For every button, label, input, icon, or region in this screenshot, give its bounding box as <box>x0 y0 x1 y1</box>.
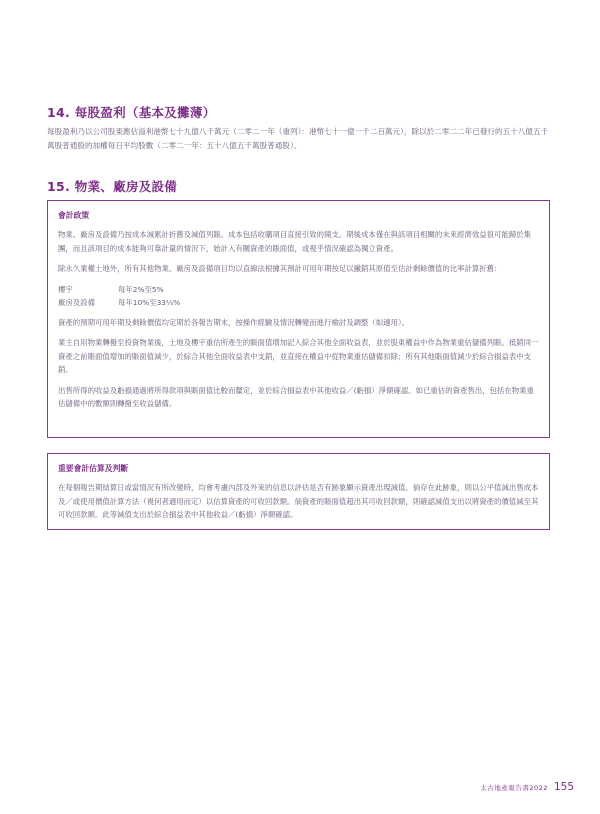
policy-paragraph-3: 資產的預期可用年期及剩餘價值均定期於各報告期末，按操作經驗及情況轉變而進行檢討及調整（如適用）。 <box>58 317 410 327</box>
accounting-policy-box <box>47 200 550 438</box>
policy-paragraph-2: 除永久業權土地外，所有其他物業、廠房及設備項目均以直線法根據其預計可用年期按足以撇銷其原值至估計剩餘價值的比率計算折舊： <box>58 264 502 273</box>
section-14-text: 每股盈利乃以公司股東應佔溢利港幣七十九億八千萬元（二零二一年（重列）：港幣七十一億一千二百萬元），除以於二零二二年已發行的五十八億五千萬股普通股的加權每日平均股數（二零二一年：五十八億五千萬股普通股）。 <box>47 127 549 150</box>
critical-estimates-box <box>47 453 550 530</box>
critical-estimates-title: 重要會計估算及判斷 <box>58 464 129 473</box>
rate-label: 樓宇 <box>58 284 73 294</box>
rate-row <box>58 283 539 296</box>
rate-value: 每年2%至5% <box>118 284 164 294</box>
rate-value: 每年10%至33⅓% <box>118 297 181 307</box>
estimates-paragraph: 在每個報告期結算日或當情況有所改變時，均會考慮內部及外來的信息以評估是否有跡象顯示資產出現減值。倘存在此跡象，則以公平值減出售成本及／或使用價值計算方法（視何者適用而定）以估算資產的可收回款額。倘資產的賬面值超出其可收回款額，則確認減值支出以將資產的價值減至其可收回款額。此等減值支出於綜合損益表中其他收益／(虧損）淨額確認。 <box>58 483 539 519</box>
section-14-heading: 14. 每股盈利（基本及攤薄） <box>47 105 216 120</box>
page-footer <box>480 781 574 793</box>
policy-paragraph-1: 物業、廠房及設備乃按成本減累計折舊及減值列賬。成本包括收購項目直接引致的開支。期後成本僅在與該項目相關的未來經濟效益很可能歸於集團，而且該項目的成本能夠可靠計量的情況下，始計入有關資產的賬面值，或視乎情況確認為獨立資產。 <box>58 230 532 253</box>
rate-label: 廠房及設備 <box>58 297 95 307</box>
policy-paragraph-5: 出售所得的收益及虧損通過將所得款項與賬面值比較而釐定，並於綜合損益表中其他收益／(虧損）淨額確認。如已重估的資產售出，包括在物業重估儲備中的數額則轉撥至收益儲備。 <box>58 385 534 408</box>
accounting-policy-title: 會計政策 <box>58 211 90 220</box>
depreciation-rates <box>58 283 539 309</box>
policy-paragraph-4: 業主自用物業轉撥至投資物業後，土地及樓宇重估所產生的賬面值增加記入綜合其他全面收益表，並於股東權益中作為物業重估儲備列賬。抵銷同一資產之前賬面值增加的賬面值減少，於綜合其他全面收益表中支銷，並直接在權益中從物業重估儲備扣除；所有其他賬面值減少於綜合損益表中支銷。 <box>58 338 539 374</box>
footer-brand: 太古地產報告書2022 <box>480 784 548 792</box>
rate-row <box>58 296 539 309</box>
page-number: 155 <box>553 781 574 793</box>
section-15-heading: 15. 物業、廠房及設備 <box>47 179 178 194</box>
